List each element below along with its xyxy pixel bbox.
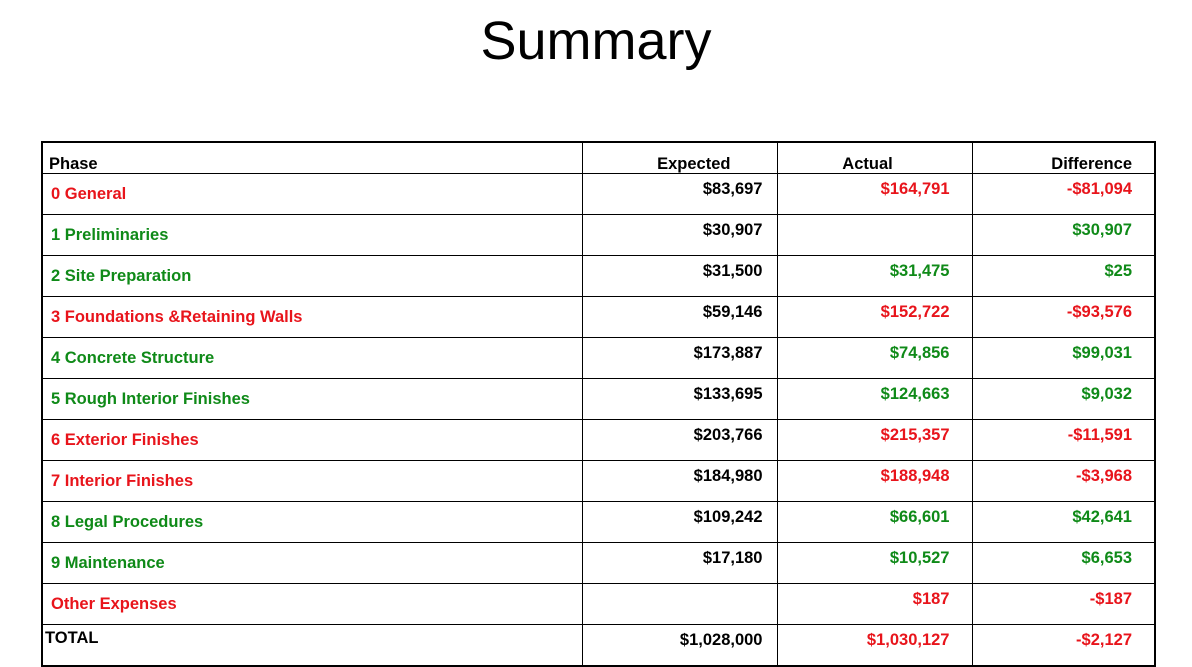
difference-cell: $42,641 xyxy=(972,502,1155,543)
table-header-row xyxy=(42,142,1155,174)
total-actual: $1,030,127 xyxy=(777,625,972,667)
difference-cell: -$3,968 xyxy=(972,461,1155,502)
expected-cell: $17,180 xyxy=(582,543,777,584)
difference-cell: -$11,591 xyxy=(972,420,1155,461)
header-actual: Actual xyxy=(777,142,972,174)
expected-cell: $203,766 xyxy=(582,420,777,461)
actual-cell xyxy=(777,215,972,256)
difference-cell: -$187 xyxy=(972,584,1155,625)
actual-cell: $31,475 xyxy=(777,256,972,297)
actual-cell: $187 xyxy=(777,584,972,625)
difference-cell: $6,653 xyxy=(972,543,1155,584)
difference-cell: $99,031 xyxy=(972,338,1155,379)
actual-cell: $74,856 xyxy=(777,338,972,379)
actual-cell: $152,722 xyxy=(777,297,972,338)
difference-cell: $9,032 xyxy=(972,379,1155,420)
phase-cell: 5 Rough Interior Finishes xyxy=(42,379,582,420)
total-difference: -$2,127 xyxy=(972,625,1155,667)
table-row xyxy=(42,379,1155,420)
phase-cell: 2 Site Preparation xyxy=(42,256,582,297)
page-title: Summary xyxy=(480,11,712,71)
header-expected: Expected xyxy=(582,142,777,174)
actual-cell: $188,948 xyxy=(777,461,972,502)
header-difference: Difference xyxy=(972,142,1155,174)
total-expected: $1,028,000 xyxy=(582,625,777,667)
table-row xyxy=(42,174,1155,215)
expected-cell: $30,907 xyxy=(582,215,777,256)
phase-cell: 4 Concrete Structure xyxy=(42,338,582,379)
table-row xyxy=(42,461,1155,502)
expected-cell xyxy=(582,584,777,625)
table-row xyxy=(42,215,1155,256)
header-phase: Phase xyxy=(42,142,582,174)
phase-cell: 6 Exterior Finishes xyxy=(42,420,582,461)
actual-cell: $215,357 xyxy=(777,420,972,461)
actual-cell: $164,791 xyxy=(777,174,972,215)
phase-cell: 0 General xyxy=(42,174,582,215)
expected-cell: $184,980 xyxy=(582,461,777,502)
actual-cell: $124,663 xyxy=(777,379,972,420)
table-row xyxy=(42,338,1155,379)
phase-cell: 9 Maintenance xyxy=(42,543,582,584)
phase-cell: 1 Preliminaries xyxy=(42,215,582,256)
actual-cell: $66,601 xyxy=(777,502,972,543)
difference-cell: $25 xyxy=(972,256,1155,297)
table-row xyxy=(42,420,1155,461)
difference-cell: -$93,576 xyxy=(972,297,1155,338)
phase-cell: 7 Interior Finishes xyxy=(42,461,582,502)
table-row xyxy=(42,584,1155,625)
phase-cell: 3 Foundations &Retaining Walls xyxy=(42,297,582,338)
expected-cell: $59,146 xyxy=(582,297,777,338)
table-row xyxy=(42,256,1155,297)
total-label: TOTAL xyxy=(42,625,582,667)
expected-cell: $83,697 xyxy=(582,174,777,215)
summary-table xyxy=(41,141,1156,667)
total-row xyxy=(42,625,1155,667)
difference-cell: $30,907 xyxy=(972,215,1155,256)
expected-cell: $133,695 xyxy=(582,379,777,420)
expected-cell: $173,887 xyxy=(582,338,777,379)
actual-cell: $10,527 xyxy=(777,543,972,584)
phase-cell: Other Expenses xyxy=(42,584,582,625)
phase-cell: 8 Legal Procedures xyxy=(42,502,582,543)
table-row xyxy=(42,543,1155,584)
table-row xyxy=(42,502,1155,543)
difference-cell: -$81,094 xyxy=(972,174,1155,215)
expected-cell: $109,242 xyxy=(582,502,777,543)
table-row xyxy=(42,297,1155,338)
expected-cell: $31,500 xyxy=(582,256,777,297)
